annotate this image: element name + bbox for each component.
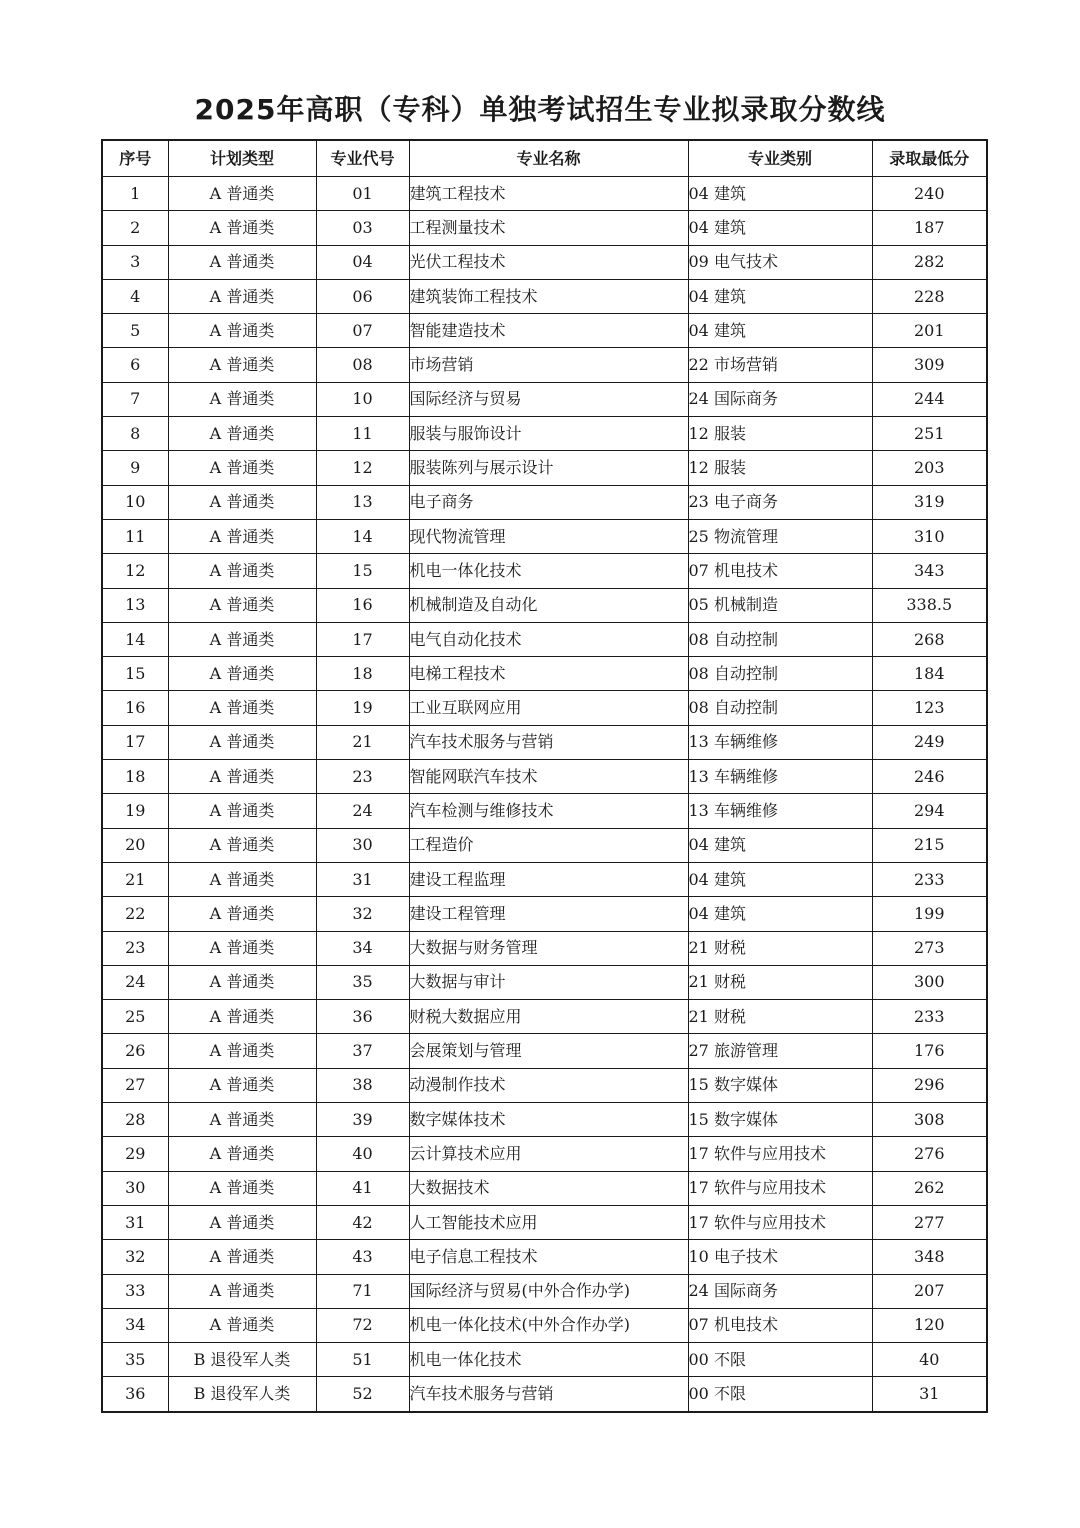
cell-major-code: 39 (316, 1103, 409, 1137)
cell-major-name: 服装与服饰设计 (409, 417, 688, 451)
cell-major-name: 机电一体化技术(中外合作办学) (409, 1308, 688, 1342)
cell-plan-type: A 普通类 (168, 279, 316, 313)
cell-min-score: 40 (872, 1343, 987, 1377)
cell-major-name: 机电一体化技术 (409, 554, 688, 588)
cell-major-code: 12 (316, 451, 409, 485)
table-row (102, 177, 987, 211)
cell-plan-type: A 普通类 (168, 348, 316, 382)
table-row (102, 931, 987, 965)
cell-index: 17 (102, 725, 168, 759)
cell-min-score: 310 (872, 519, 987, 553)
cell-major-name: 建筑工程技术 (409, 177, 688, 211)
header-plan-type: 计划类型 (168, 140, 316, 177)
cell-index: 35 (102, 1343, 168, 1377)
table-row (102, 622, 987, 656)
cell-min-score: 348 (872, 1240, 987, 1274)
table-row (102, 348, 987, 382)
table-row (102, 245, 987, 279)
cell-major-name: 光伏工程技术 (409, 245, 688, 279)
cell-major-name: 汽车技术服务与营销 (409, 725, 688, 759)
table-row (102, 862, 987, 896)
cell-min-score: 176 (872, 1034, 987, 1068)
table-row (102, 1000, 987, 1034)
cell-major-code: 21 (316, 725, 409, 759)
cell-major-category: 04 建筑 (688, 279, 872, 313)
cell-min-score: 187 (872, 211, 987, 245)
cell-index: 18 (102, 760, 168, 794)
cell-major-category: 22 市场营销 (688, 348, 872, 382)
cell-major-code: 38 (316, 1068, 409, 1102)
cell-major-code: 42 (316, 1205, 409, 1239)
cell-major-code: 35 (316, 965, 409, 999)
cell-index: 8 (102, 417, 168, 451)
cell-plan-type: A 普通类 (168, 657, 316, 691)
table-body (102, 177, 987, 1412)
cell-min-score: 277 (872, 1205, 987, 1239)
cell-major-code: 06 (316, 279, 409, 313)
cell-major-name: 机电一体化技术 (409, 1343, 688, 1377)
cell-major-code: 19 (316, 691, 409, 725)
cell-major-category: 08 自动控制 (688, 622, 872, 656)
cell-plan-type: A 普通类 (168, 725, 316, 759)
cell-major-code: 43 (316, 1240, 409, 1274)
cell-min-score: 249 (872, 725, 987, 759)
cell-major-category: 04 建筑 (688, 862, 872, 896)
cell-min-score: 300 (872, 965, 987, 999)
table-header-row (102, 140, 987, 177)
cell-major-name: 工程造价 (409, 828, 688, 862)
cell-min-score: 308 (872, 1103, 987, 1137)
cell-index: 34 (102, 1308, 168, 1342)
cell-major-category: 12 服装 (688, 451, 872, 485)
cell-plan-type: A 普通类 (168, 1034, 316, 1068)
cell-major-code: 30 (316, 828, 409, 862)
cell-major-category: 21 财税 (688, 931, 872, 965)
cell-min-score: 233 (872, 1000, 987, 1034)
cell-major-name: 云计算技术应用 (409, 1137, 688, 1171)
cell-major-code: 34 (316, 931, 409, 965)
cell-major-category: 12 服装 (688, 417, 872, 451)
table-row (102, 211, 987, 245)
cell-plan-type: A 普通类 (168, 1171, 316, 1205)
cell-major-category: 17 软件与应用技术 (688, 1205, 872, 1239)
cell-index: 28 (102, 1103, 168, 1137)
table-row (102, 1103, 987, 1137)
cell-min-score: 184 (872, 657, 987, 691)
cell-min-score: 296 (872, 1068, 987, 1102)
cell-major-name: 大数据技术 (409, 1171, 688, 1205)
cell-index: 31 (102, 1205, 168, 1239)
cell-plan-type: A 普通类 (168, 691, 316, 725)
table-row (102, 1034, 987, 1068)
cell-major-name: 财税大数据应用 (409, 1000, 688, 1034)
cell-major-code: 18 (316, 657, 409, 691)
cell-min-score: 201 (872, 314, 987, 348)
cell-major-code: 32 (316, 897, 409, 931)
cell-major-category: 07 机电技术 (688, 554, 872, 588)
cell-min-score: 228 (872, 279, 987, 313)
cell-major-name: 国际经济与贸易 (409, 382, 688, 416)
cell-major-category: 04 建筑 (688, 314, 872, 348)
cell-index: 13 (102, 588, 168, 622)
cell-index: 1 (102, 177, 168, 211)
cell-major-name: 大数据与财务管理 (409, 931, 688, 965)
cell-major-code: 14 (316, 519, 409, 553)
cell-major-name: 智能网联汽车技术 (409, 760, 688, 794)
score-table (101, 139, 988, 1413)
cell-index: 7 (102, 382, 168, 416)
table-row (102, 965, 987, 999)
cell-major-name: 工程测量技术 (409, 211, 688, 245)
cell-major-category: 25 物流管理 (688, 519, 872, 553)
table-row (102, 279, 987, 313)
cell-index: 5 (102, 314, 168, 348)
cell-major-code: 51 (316, 1343, 409, 1377)
table-row (102, 451, 987, 485)
cell-plan-type: A 普通类 (168, 794, 316, 828)
cell-major-code: 04 (316, 245, 409, 279)
cell-major-category: 21 财税 (688, 965, 872, 999)
cell-min-score: 203 (872, 451, 987, 485)
cell-major-category: 17 软件与应用技术 (688, 1137, 872, 1171)
cell-index: 16 (102, 691, 168, 725)
cell-major-category: 13 车辆维修 (688, 760, 872, 794)
cell-index: 15 (102, 657, 168, 691)
header-min-score: 录取最低分 (872, 140, 987, 177)
cell-major-name: 建筑装饰工程技术 (409, 279, 688, 313)
header-major-code: 专业代号 (316, 140, 409, 177)
cell-major-category: 15 数字媒体 (688, 1103, 872, 1137)
cell-major-category: 04 建筑 (688, 897, 872, 931)
cell-index: 14 (102, 622, 168, 656)
table-row (102, 588, 987, 622)
cell-major-name: 智能建造技术 (409, 314, 688, 348)
cell-plan-type: A 普通类 (168, 1205, 316, 1239)
cell-major-category: 04 建筑 (688, 177, 872, 211)
table-row (102, 1171, 987, 1205)
cell-index: 21 (102, 862, 168, 896)
cell-index: 3 (102, 245, 168, 279)
cell-min-score: 276 (872, 1137, 987, 1171)
table-row (102, 691, 987, 725)
table-row (102, 828, 987, 862)
cell-major-code: 24 (316, 794, 409, 828)
cell-major-category: 15 数字媒体 (688, 1068, 872, 1102)
table-row (102, 1205, 987, 1239)
cell-index: 4 (102, 279, 168, 313)
cell-min-score: 273 (872, 931, 987, 965)
header-index: 序号 (102, 140, 168, 177)
cell-min-score: 215 (872, 828, 987, 862)
cell-min-score: 207 (872, 1274, 987, 1308)
cell-plan-type: A 普通类 (168, 828, 316, 862)
cell-plan-type: A 普通类 (168, 1240, 316, 1274)
cell-major-code: 41 (316, 1171, 409, 1205)
cell-major-category: 07 机电技术 (688, 1308, 872, 1342)
cell-index: 20 (102, 828, 168, 862)
cell-min-score: 309 (872, 348, 987, 382)
cell-index: 30 (102, 1171, 168, 1205)
cell-index: 22 (102, 897, 168, 931)
table-row (102, 1240, 987, 1274)
table-row (102, 1308, 987, 1342)
cell-plan-type: A 普通类 (168, 965, 316, 999)
cell-min-score: 199 (872, 897, 987, 931)
cell-major-category: 00 不限 (688, 1377, 872, 1412)
table-row (102, 485, 987, 519)
cell-plan-type: A 普通类 (168, 931, 316, 965)
cell-major-code: 13 (316, 485, 409, 519)
cell-major-category: 04 建筑 (688, 211, 872, 245)
cell-plan-type: A 普通类 (168, 1137, 316, 1171)
table-row (102, 1137, 987, 1171)
cell-min-score: 244 (872, 382, 987, 416)
cell-min-score: 31 (872, 1377, 987, 1412)
cell-min-score: 282 (872, 245, 987, 279)
cell-major-code: 17 (316, 622, 409, 656)
cell-index: 23 (102, 931, 168, 965)
cell-major-category: 13 车辆维修 (688, 725, 872, 759)
table-row (102, 897, 987, 931)
cell-major-name: 市场营销 (409, 348, 688, 382)
cell-min-score: 251 (872, 417, 987, 451)
table-row (102, 554, 987, 588)
cell-index: 11 (102, 519, 168, 553)
cell-min-score: 319 (872, 485, 987, 519)
cell-min-score: 246 (872, 760, 987, 794)
cell-min-score: 338.5 (872, 588, 987, 622)
page-title: 2025年高职（专科）单独考试招生专业拟录取分数线 (194, 93, 886, 126)
cell-plan-type: A 普通类 (168, 1274, 316, 1308)
cell-plan-type: A 普通类 (168, 897, 316, 931)
cell-major-category: 13 车辆维修 (688, 794, 872, 828)
cell-major-code: 16 (316, 588, 409, 622)
table-row (102, 725, 987, 759)
cell-major-name: 电子信息工程技术 (409, 1240, 688, 1274)
cell-major-category: 23 电子商务 (688, 485, 872, 519)
cell-major-name: 大数据与审计 (409, 965, 688, 999)
cell-plan-type: A 普通类 (168, 519, 316, 553)
cell-index: 26 (102, 1034, 168, 1068)
cell-min-score: 240 (872, 177, 987, 211)
cell-index: 32 (102, 1240, 168, 1274)
cell-plan-type: A 普通类 (168, 588, 316, 622)
cell-major-code: 15 (316, 554, 409, 588)
cell-index: 19 (102, 794, 168, 828)
table-row (102, 1377, 987, 1412)
cell-major-code: 72 (316, 1308, 409, 1342)
cell-major-category: 24 国际商务 (688, 382, 872, 416)
cell-major-name: 国际经济与贸易(中外合作办学) (409, 1274, 688, 1308)
cell-plan-type: B 退役军人类 (168, 1343, 316, 1377)
table-row (102, 1068, 987, 1102)
cell-major-name: 汽车技术服务与营销 (409, 1377, 688, 1412)
cell-min-score: 123 (872, 691, 987, 725)
cell-plan-type: A 普通类 (168, 760, 316, 794)
cell-index: 6 (102, 348, 168, 382)
cell-major-code: 36 (316, 1000, 409, 1034)
table-row (102, 417, 987, 451)
cell-index: 24 (102, 965, 168, 999)
cell-index: 27 (102, 1068, 168, 1102)
cell-major-name: 服装陈列与展示设计 (409, 451, 688, 485)
cell-min-score: 343 (872, 554, 987, 588)
table-row (102, 382, 987, 416)
cell-major-code: 52 (316, 1377, 409, 1412)
table-row (102, 794, 987, 828)
cell-major-code: 40 (316, 1137, 409, 1171)
cell-plan-type: A 普通类 (168, 451, 316, 485)
table-row (102, 657, 987, 691)
cell-plan-type: A 普通类 (168, 245, 316, 279)
cell-major-name: 电子商务 (409, 485, 688, 519)
cell-major-code: 03 (316, 211, 409, 245)
cell-major-name: 工业互联网应用 (409, 691, 688, 725)
table-row (102, 314, 987, 348)
cell-major-code: 31 (316, 862, 409, 896)
cell-major-name: 会展策划与管理 (409, 1034, 688, 1068)
cell-plan-type: A 普通类 (168, 1103, 316, 1137)
cell-plan-type: A 普通类 (168, 1068, 316, 1102)
cell-plan-type: A 普通类 (168, 862, 316, 896)
cell-index: 12 (102, 554, 168, 588)
cell-major-name: 动漫制作技术 (409, 1068, 688, 1102)
cell-plan-type: A 普通类 (168, 1000, 316, 1034)
header-major-name: 专业名称 (409, 140, 688, 177)
cell-major-category: 21 财税 (688, 1000, 872, 1034)
cell-major-code: 08 (316, 348, 409, 382)
cell-major-category: 00 不限 (688, 1343, 872, 1377)
cell-plan-type: A 普通类 (168, 554, 316, 588)
cell-index: 36 (102, 1377, 168, 1412)
cell-plan-type: A 普通类 (168, 622, 316, 656)
table-row (102, 760, 987, 794)
cell-min-score: 268 (872, 622, 987, 656)
cell-major-name: 机械制造及自动化 (409, 588, 688, 622)
cell-major-category: 17 软件与应用技术 (688, 1171, 872, 1205)
cell-index: 10 (102, 485, 168, 519)
cell-plan-type: A 普通类 (168, 382, 316, 416)
cell-major-name: 建设工程监理 (409, 862, 688, 896)
cell-major-name: 人工智能技术应用 (409, 1205, 688, 1239)
cell-index: 29 (102, 1137, 168, 1171)
cell-major-code: 07 (316, 314, 409, 348)
cell-major-name: 建设工程管理 (409, 897, 688, 931)
cell-major-category: 04 建筑 (688, 828, 872, 862)
table-row (102, 1343, 987, 1377)
cell-major-category: 08 自动控制 (688, 657, 872, 691)
cell-major-name: 现代物流管理 (409, 519, 688, 553)
cell-index: 25 (102, 1000, 168, 1034)
cell-index: 2 (102, 211, 168, 245)
cell-major-name: 电气自动化技术 (409, 622, 688, 656)
cell-major-name: 汽车检测与维修技术 (409, 794, 688, 828)
cell-index: 9 (102, 451, 168, 485)
cell-major-code: 10 (316, 382, 409, 416)
cell-plan-type: B 退役军人类 (168, 1377, 316, 1412)
table-row (102, 519, 987, 553)
cell-major-category: 10 电子技术 (688, 1240, 872, 1274)
cell-major-name: 数字媒体技术 (409, 1103, 688, 1137)
cell-major-code: 11 (316, 417, 409, 451)
cell-index: 33 (102, 1274, 168, 1308)
cell-plan-type: A 普通类 (168, 314, 316, 348)
cell-major-category: 08 自动控制 (688, 691, 872, 725)
cell-plan-type: A 普通类 (168, 211, 316, 245)
cell-major-code: 37 (316, 1034, 409, 1068)
table-row (102, 1274, 987, 1308)
cell-min-score: 294 (872, 794, 987, 828)
cell-major-code: 01 (316, 177, 409, 211)
cell-plan-type: A 普通类 (168, 485, 316, 519)
cell-plan-type: A 普通类 (168, 417, 316, 451)
cell-plan-type: A 普通类 (168, 1308, 316, 1342)
cell-major-category: 24 国际商务 (688, 1274, 872, 1308)
cell-major-code: 23 (316, 760, 409, 794)
cell-min-score: 262 (872, 1171, 987, 1205)
cell-major-category: 05 机械制造 (688, 588, 872, 622)
cell-min-score: 120 (872, 1308, 987, 1342)
header-major-category: 专业类别 (688, 140, 872, 177)
cell-major-code: 71 (316, 1274, 409, 1308)
cell-major-name: 电梯工程技术 (409, 657, 688, 691)
cell-major-category: 27 旅游管理 (688, 1034, 872, 1068)
cell-min-score: 233 (872, 862, 987, 896)
cell-plan-type: A 普通类 (168, 177, 316, 211)
cell-major-category: 09 电气技术 (688, 245, 872, 279)
